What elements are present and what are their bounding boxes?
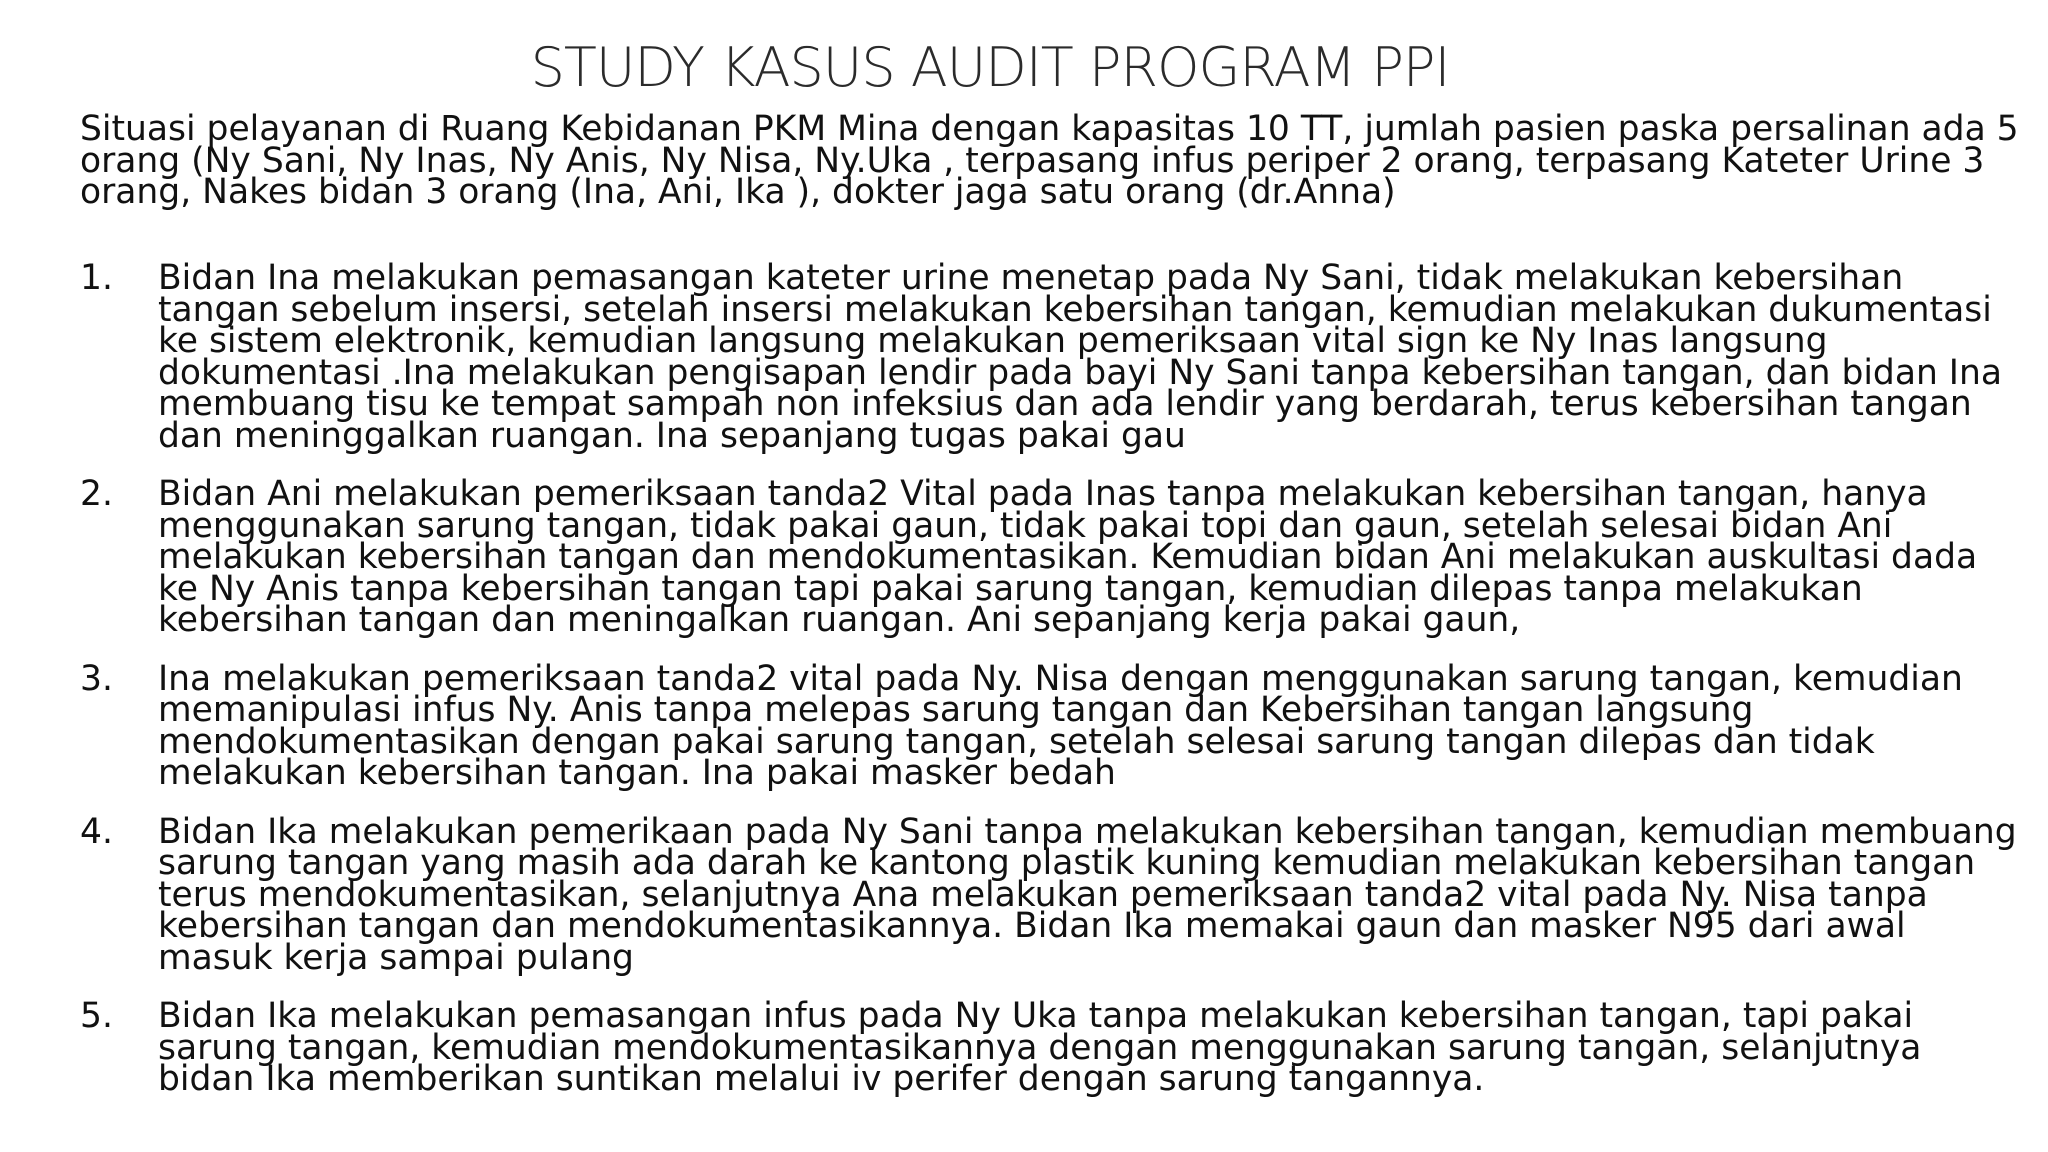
case-text: Bidan Ani melakukan pemeriksaan tanda2 Vital pada Inas tanpa melakukan kebersihan tangan, hanya menggunakan sarung tangan, tidak pakai gaun, tidak pakai topi dan gaun, setelah selesai bidan Ani melakukan kebersihan tangan dan mendokumentasikan. Kemudian bidan Ani melakukan auskultasi dada ke Ny Anis tanpa kebersihan tangan tapi pakai sarung tangan, kemudian dilepas tanpa melakukan kebersihan tangan dan meningalkan ruangan. Ani sepanjang kerja pakai gaun, (158, 474, 1978, 640)
case-number: 4. (80, 811, 113, 852)
case-item-2 (80, 474, 2020, 640)
case-text: Bidan Ika melakukan pemasangan infus pada Ny Uka tanpa melakukan kebersihan tangan, tapi pakai sarung tangan, kemudian mendokumentasikannya dengan menggunakan sarung tangan, selanjutnya bidan Ika memberikan suntikan melalui iv perifer dengan sarung tangannya. (158, 996, 1922, 1099)
case-item-5 (80, 996, 2020, 1099)
case-text: Bidan Ina melakukan pemasangan kateter urine menetap pada Ny Sani, tidak melakukan kebersihan tangan sebelum insersi, setelah insersi melakukan kebersihan tangan, kemudian melakukan dukumentasi ke sistem elektronik, kemudian langsung melakukan pemeriksaan vital sign ke Ny Inas langsung dokumentasi .Ina melakukan pengisapan lendir pada bayi Ny Sani tanpa kebersihan tangan, dan bidan Ina membuang tisu ke tempat sampah non infeksius dan ada lendir yang berdarah, terus kebersihan tangan dan meninggalkan ruangan. Ina sepanjang tugas pakai gau (158, 258, 2002, 456)
case-number: 3. (80, 658, 113, 699)
case-list (80, 258, 2020, 1123)
case-item-1 (80, 258, 2020, 456)
case-item-3 (80, 658, 2020, 793)
case-number: 5. (80, 996, 113, 1036)
case-text: Bidan Ika melakukan pemerikaan pada Ny Sani tanpa melakukan kebersihan tangan, kemudian membuang sarung tangan yang masih ada darah ke kantong plastik kuning kemudian melakukan kebersihan tangan terus mendokumentasikan, selanjutnya Ana melakukan pemeriksaan tanda2 vital pada Ny. Nisa tanpa kebersihan tangan dan mendokumentasikannya. Bidan Ika memakai gaun dan masker N95 dari awal masuk kerja sampai pulang (158, 811, 2017, 978)
case-text: Ina melakukan pemeriksaan tanda2 vital pada Ny. Nisa dengan menggunakan sarung tangan, kemudian memanipulasi infus Ny. Anis tanpa melepas sarung tangan dan Kebersihan tangan langsung mendokumentasikan dengan pakai sarung tangan, setelah selesai sarung tangan dilepas dan tidak melakukan kebersihan tangan. Ina pakai masker bedah (158, 658, 1963, 793)
slide-title: STUDY KASUS AUDIT PROGRAM PPI (530, 36, 1450, 99)
case-number: 2. (80, 474, 113, 514)
case-item-4 (80, 811, 2020, 978)
case-number: 1. (80, 258, 113, 298)
intro-paragraph: Situasi pelayanan di Ruang Kebidanan PKM Mina dengan kapasitas 10 TT, jumlah pasien paska persalinan ada 5 orang (Ny Sani, Ny Inas, Ny Anis, Ny Nisa, Ny.Uka , terpasang infus periper 2 orang, terpasang Kateter Urine 3 orang, Nakes bidan 3 orang (Ina, Ani, Ika ), dokter jaga satu orang (dr.Anna) (80, 109, 2019, 212)
